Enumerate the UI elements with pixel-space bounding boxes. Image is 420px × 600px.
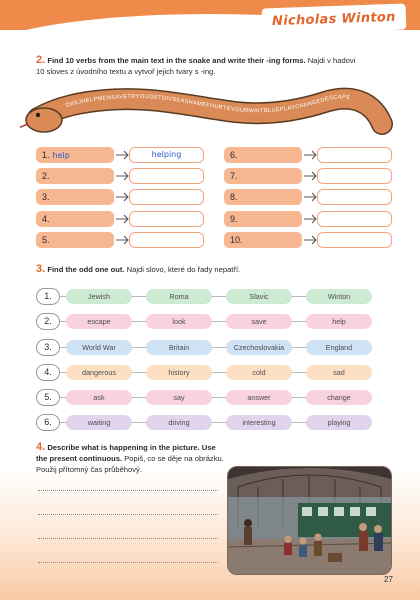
arrow-right-icon [116, 150, 130, 160]
station-picture [227, 466, 392, 575]
arrow-right-icon [304, 192, 318, 202]
arrow-right-icon [304, 214, 318, 224]
word-pill[interactable]: answer [226, 390, 292, 405]
verb-row [224, 189, 392, 205]
word-pill[interactable]: Winton [306, 289, 372, 304]
verb-row [224, 168, 392, 184]
verb-row-number: 7. [230, 171, 238, 182]
word-pill[interactable]: Slavic [226, 289, 292, 304]
odd-row [36, 339, 376, 356]
verb-row-number: 2. [42, 171, 50, 182]
odd-row-number: 1. [36, 288, 60, 305]
task4-number: 4. [36, 441, 46, 453]
writing-line[interactable] [38, 538, 218, 539]
word-pill[interactable]: dangerous [66, 365, 132, 380]
title-tag [262, 4, 406, 35]
verb-row [224, 232, 392, 248]
verb-row-number: 5. [42, 234, 50, 245]
word-pill[interactable]: escape [66, 314, 132, 329]
ing-answer-box[interactable] [129, 168, 204, 184]
task4-instruction-cs-1: Popiš, co se děje [124, 454, 183, 463]
task3-number: 3. [36, 263, 46, 275]
arrow-right-icon [116, 171, 130, 181]
word-pill[interactable]: cold [226, 365, 292, 380]
task2-instruction-cs-2: 10 sloves z úvodního textu a vytvoř jejich tvary s -ing. [36, 67, 216, 76]
verb-column-right [224, 147, 392, 253]
odd-row-number: 6. [36, 414, 60, 431]
task2-number: 2. [36, 54, 46, 66]
verb-source-box[interactable] [36, 232, 114, 248]
arrow-right-icon [116, 235, 130, 245]
word-pill[interactable]: playing [306, 415, 372, 430]
ing-answer-box[interactable] [129, 232, 204, 248]
task4-instruction [36, 442, 226, 475]
verb-source-box[interactable] [224, 147, 302, 163]
odd-row-number: 2. [36, 313, 60, 330]
verb-row-number: 6. [230, 150, 238, 160]
verb-source-box[interactable] [224, 232, 302, 248]
snake-head [20, 108, 62, 132]
word-pill[interactable]: ask [66, 390, 132, 405]
arrow-right-icon [116, 192, 130, 202]
task4-instruction-en: Describe what is happening in the picture. Use the present continuous. [36, 443, 216, 463]
verb-row [36, 147, 204, 163]
arrow-right-icon [304, 171, 318, 181]
verb-row-number: 8. [230, 192, 238, 203]
word-pill[interactable]: waiting [66, 415, 132, 430]
task3-instruction [36, 264, 392, 275]
word-pill[interactable]: Jewish [66, 289, 132, 304]
odd-row-number: 4. [36, 364, 60, 381]
odd-one-out-list [36, 288, 376, 440]
ing-answer-box[interactable]: helping [129, 147, 204, 163]
verb-source-box[interactable] [224, 189, 302, 205]
page-number: 27 [384, 575, 393, 584]
ing-answer-box[interactable] [317, 189, 392, 205]
odd-row-number: 3. [36, 339, 60, 356]
verb-row [36, 189, 204, 205]
ing-answer-box[interactable] [129, 211, 204, 227]
snake-letter-path: OXKJHELPMENSAVETRYOUGETDIVSEASHAMEFHURTEVOURWAITBLUEPLAYCHANGEDESCAPE [64, 93, 351, 115]
writing-line[interactable] [38, 514, 218, 515]
verb-row [36, 211, 204, 227]
odd-row [36, 364, 376, 381]
verb-row [224, 211, 392, 227]
word-pill[interactable]: look [146, 314, 212, 329]
word-pill[interactable]: help [306, 314, 372, 329]
task4-instruction-cs-2: na obrázku. Použij přítomný čas průběhový. [36, 454, 224, 474]
ing-answer-box[interactable] [129, 189, 204, 205]
odd-row [36, 414, 376, 431]
verb-source-box[interactable] [36, 147, 114, 163]
word-pill[interactable]: driving [146, 415, 212, 430]
ing-answer-box[interactable] [317, 232, 392, 248]
page-title: Nicholas Winton [272, 9, 397, 29]
odd-row [36, 313, 376, 330]
snake-illustration [20, 80, 400, 148]
word-pill[interactable]: sad [306, 365, 372, 380]
word-pill[interactable]: England [306, 340, 372, 355]
verb-source-box[interactable] [224, 211, 302, 227]
task3-instruction-en: Find the odd one out. [47, 265, 125, 274]
verb-row-number: 1. [42, 150, 50, 160]
ing-answer-box[interactable] [317, 147, 392, 163]
verb-row [36, 232, 204, 248]
verb-word: help [52, 151, 70, 160]
word-pill[interactable]: Czechoslovakia [226, 340, 292, 355]
task2-instruction-en: Find 10 verbs from the main text in the snake and write their -ing forms. [47, 56, 306, 65]
word-pill[interactable]: say [146, 390, 212, 405]
verb-row-number: 10. [230, 234, 243, 245]
verb-source-box[interactable] [224, 168, 302, 184]
task2-instruction-cs-1: Najdi v hadovi [307, 56, 356, 65]
arrow-right-icon [304, 235, 318, 245]
word-pill[interactable]: Roma [146, 289, 212, 304]
arrow-right-icon [116, 214, 130, 224]
word-pill[interactable]: Britain [146, 340, 212, 355]
task3-instruction-cs: Najdi slovo, které do řady nepatří. [126, 265, 241, 274]
word-pill[interactable]: interesting [226, 415, 292, 430]
word-pill[interactable]: World War [66, 340, 132, 355]
odd-row-number: 5. [36, 389, 60, 406]
word-pill[interactable]: history [146, 365, 212, 380]
ing-answer-box[interactable] [317, 168, 392, 184]
verb-source-box[interactable] [36, 189, 114, 205]
word-pill[interactable]: save [226, 314, 292, 329]
ing-answer-box[interactable] [317, 211, 392, 227]
verb-row-number: 3. [42, 192, 50, 203]
task2-instruction [36, 55, 392, 77]
verb-row [36, 168, 204, 184]
word-pill[interactable]: change [306, 390, 372, 405]
verb-row-number: 4. [42, 213, 50, 224]
odd-row [36, 288, 376, 305]
verb-source-box[interactable] [36, 168, 114, 184]
writing-line[interactable] [38, 562, 218, 563]
arrow-right-icon [304, 150, 318, 160]
writing-lines [38, 490, 218, 586]
verb-source-box[interactable] [36, 211, 114, 227]
verb-row-number: 9. [230, 213, 238, 224]
odd-row [36, 389, 376, 406]
writing-line[interactable] [38, 490, 218, 491]
verb-column-left [36, 147, 204, 253]
verb-row [224, 147, 392, 163]
